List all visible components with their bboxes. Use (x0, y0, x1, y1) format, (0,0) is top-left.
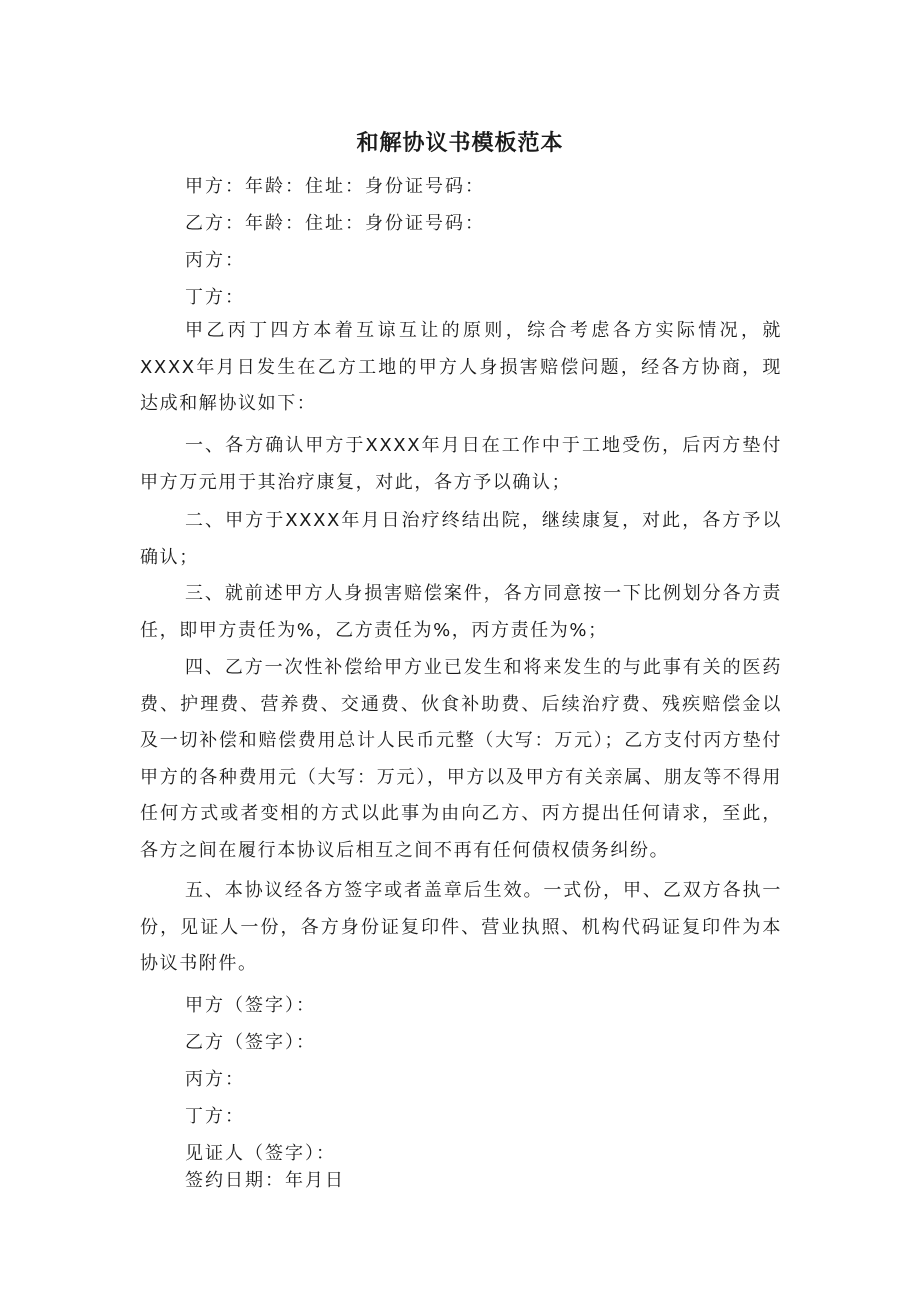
party-a-line: 甲方：年龄：住址：身份证号码： (185, 176, 485, 197)
clause-1: 一、各方确认甲方于XXXX年月日在工作中于工地受伤，后丙方垫付甲方万元用于其治疗康复，对此，各方予以确认； (140, 435, 782, 493)
signature-party-c: 丙方： (185, 1069, 245, 1090)
signing-date: 签约日期：年月日 (185, 1170, 345, 1191)
clause-3: 三、就前述甲方人身损害赔偿案件，各方同意按一下比例划分各方责任，即甲方责任为%，乙方责任为%，丙方责任为%； (140, 583, 782, 641)
signature-party-d: 丁方： (185, 1106, 245, 1127)
intro-paragraph: 甲乙丙丁四方本着互谅互让的原则，综合考虑各方实际情况，就XXXX年月日发生在乙方工地的甲方人身损害赔偿问题，经各方协商，现达成和解协议如下： (140, 320, 782, 414)
party-d-line: 丁方： (185, 287, 245, 308)
signature-party-a: 甲方（签字）： (185, 995, 316, 1016)
document-title: 和解协议书模板范本 (356, 131, 564, 156)
clause-4: 四、乙方一次性补偿给甲方业已发生和将来发生的与此事有关的医药费、护理费、营养费、交通费、伙食补助费、后续治疗费、残疾赔偿金以及一切补偿和赔偿费用总计人民币元整（大写：万元）；乙方支付丙方垫付甲方的各种费用元（大写：万元），甲方以及甲方有关亲属、朋友等不得用任何方式或者变相的方式以此事为由向乙方、丙方提出任何请求，至此，各方之间在履行本协议后相互之间不再有任何债权债务纠纷。 (140, 657, 782, 861)
clause-2: 二、甲方于XXXX年月日治疗终结出院，继续康复，对此，各方予以确认； (140, 510, 782, 568)
party-c-line: 丙方： (185, 250, 245, 271)
signature-witness: 见证人（签字）： (185, 1143, 336, 1164)
clause-5: 五、本协议经各方签字或者盖章后生效。一式份，甲、乙双方各执一份，见证人一份，各方身份证复印件、营业执照、机构代码证复印件为本协议书附件。 (140, 880, 782, 974)
signature-party-b: 乙方（签字）： (185, 1032, 316, 1053)
party-b-line: 乙方：年龄：住址：身份证号码： (185, 213, 485, 234)
